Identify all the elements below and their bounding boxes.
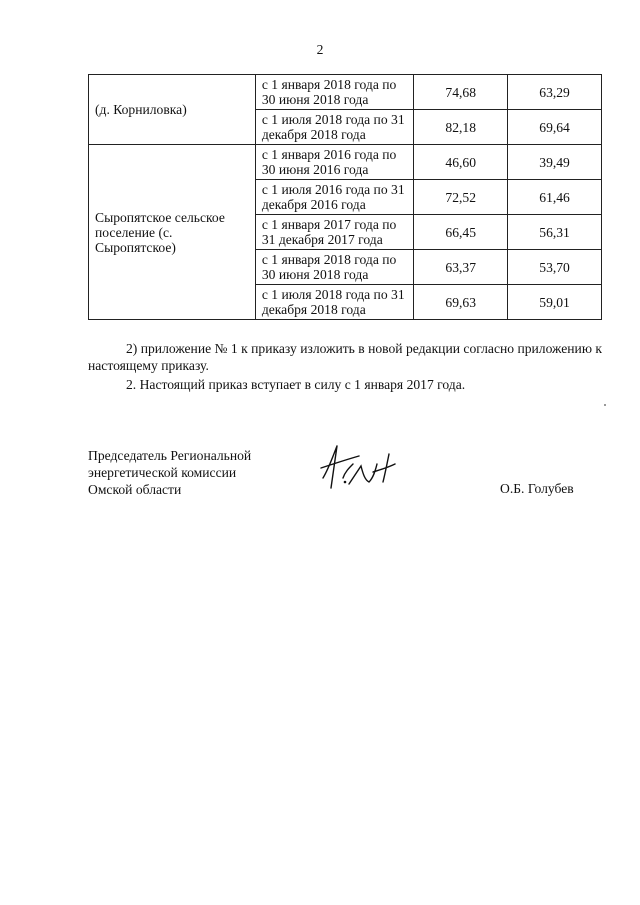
value1-cell: 46,60 [414,145,508,180]
value2-cell: 56,31 [508,215,602,250]
value2-cell: 63,29 [508,75,602,110]
period-cell: с 1 января 2017 года по 31 декабря 2017 года [255,215,413,250]
period-cell: с 1 января 2018 года по 30 июня 2018 года [255,75,413,110]
value2-cell: 61,46 [508,180,602,215]
value2-cell: 59,01 [508,285,602,320]
period-cell: с 1 июля 2018 года по 31 декабря 2018 года [255,110,413,145]
tariff-table [88,74,602,320]
settlement-cell: (д. Корниловка) [89,75,256,145]
signer-name: О.Б. Голубев [500,481,574,496]
handwritten-signature [315,438,405,498]
page-number: 2 [316,42,324,57]
value2-cell: 39,49 [508,145,602,180]
table-row [89,145,602,180]
value1-cell: 69,63 [414,285,508,320]
value1-cell: 72,52 [414,180,508,215]
position-line: Омской области [88,482,182,497]
position-line: энергетической комиссии [88,465,237,480]
position-line: Председатель Региональной [88,448,252,463]
scan-speck [604,404,606,406]
period-cell: с 1 июля 2016 года по 31 декабря 2016 года [255,180,413,215]
table-row [89,75,602,110]
signer-position [88,447,298,498]
value2-cell: 53,70 [508,250,602,285]
period-cell: с 1 июля 2018 года по 31 декабря 2018 года [255,285,413,320]
settlement-cell: Сыропятское сельское поселение (с. Сыропятское) [89,145,256,320]
paragraph-amendment: 2) приложение № 1 к приказу изложить в новой редакции согласно приложению к настоящему приказу. [88,341,602,373]
value1-cell: 66,45 [414,215,508,250]
paragraph-effective-date: 2. Настоящий приказ вступает в силу с 1 января 2017 года. [126,377,466,392]
value1-cell: 63,37 [414,250,508,285]
period-cell: с 1 января 2018 года по 30 июня 2018 года [255,250,413,285]
value1-cell: 74,68 [414,75,508,110]
value2-cell: 69,64 [508,110,602,145]
value1-cell: 82,18 [414,110,508,145]
period-cell: с 1 января 2016 года по 30 июня 2016 года [255,145,413,180]
